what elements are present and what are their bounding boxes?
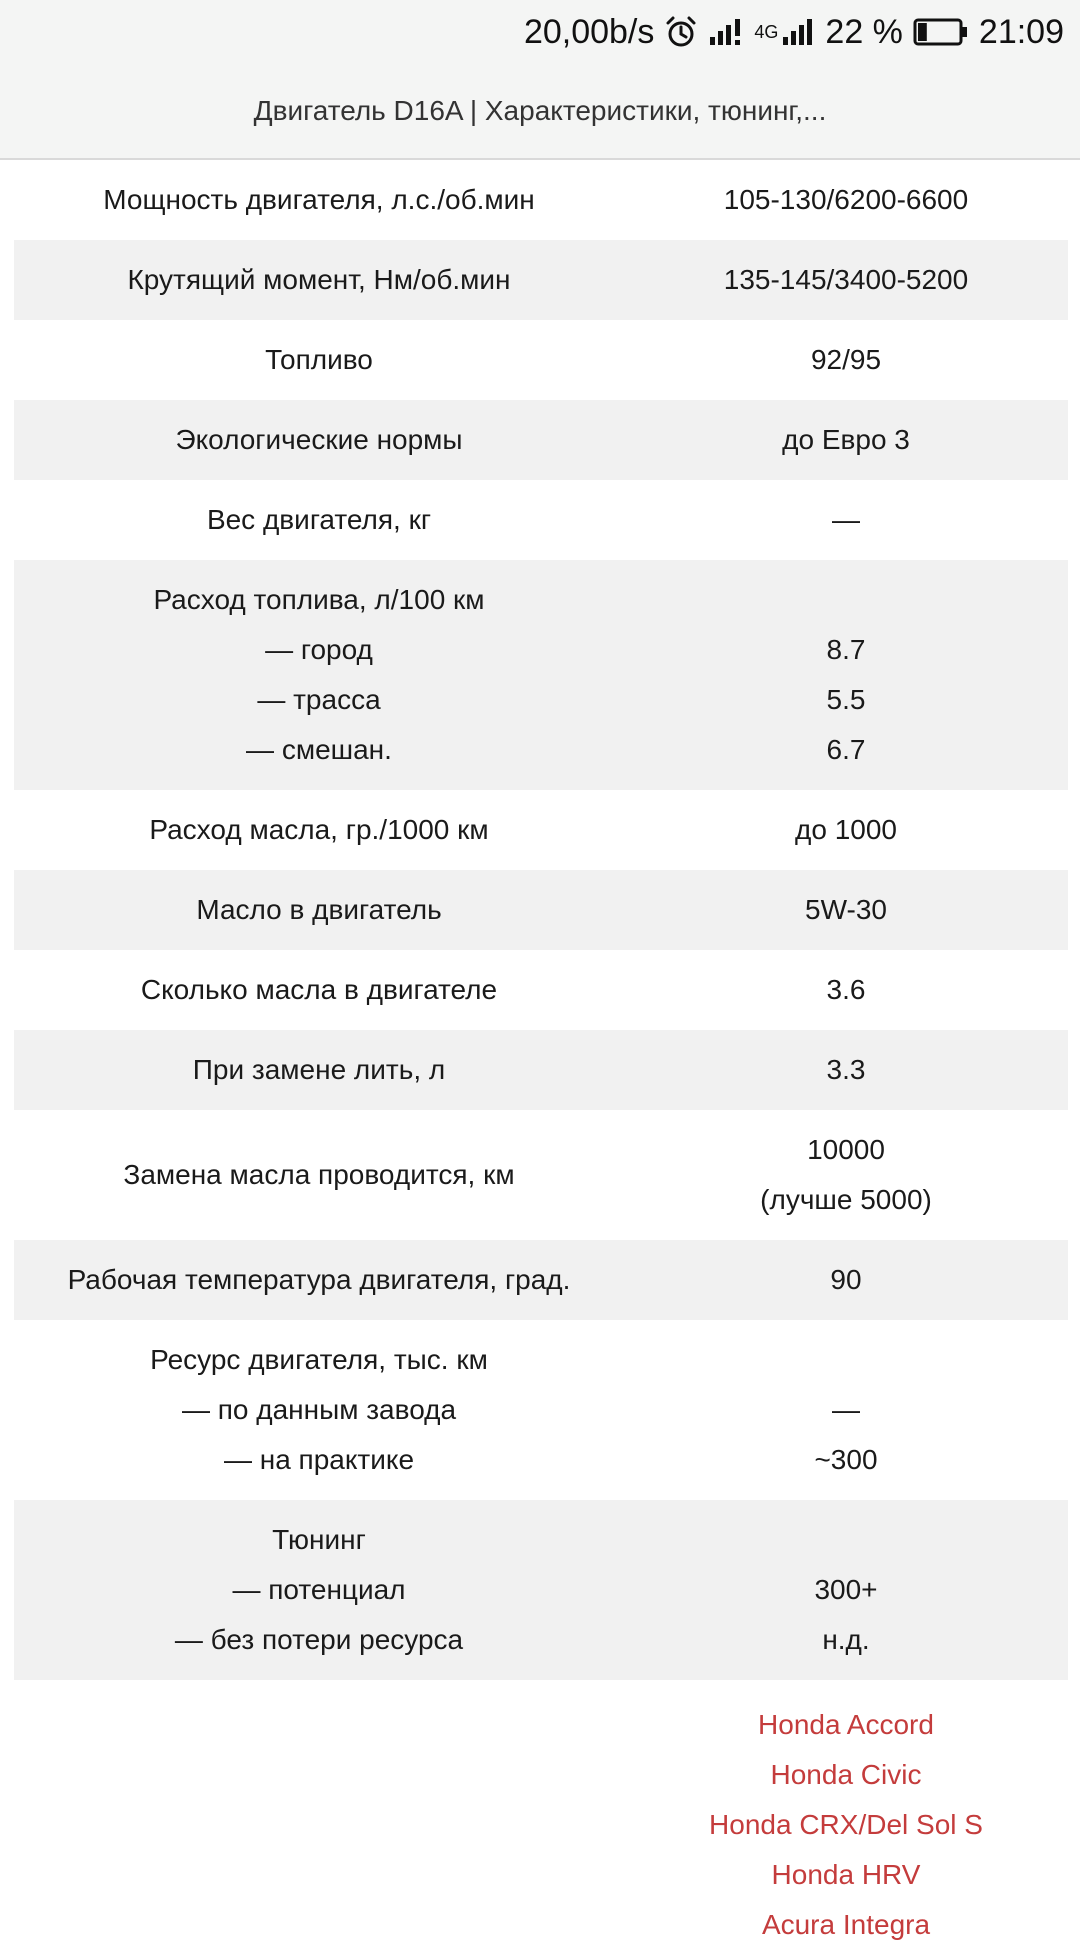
spec-value-cell — [624, 240, 1068, 320]
spec-param-cell — [14, 790, 624, 870]
spec-param-line: Масло в двигатель — [196, 894, 442, 925]
spec-param-line: — город — [265, 634, 373, 665]
model-link[interactable]: Honda CRX/Del Sol S — [709, 1809, 983, 1840]
spec-value-cell — [624, 950, 1068, 1030]
spec-param-line: Расход топлива, л/100 км — [153, 584, 485, 615]
spec-value-cell — [624, 320, 1068, 400]
spec-value-line: 6.7 — [826, 734, 866, 765]
spec-param-line: Топливо — [265, 344, 373, 375]
spec-param-line: Замена масла проводится, км — [123, 1159, 515, 1190]
spec-value-line: — — [832, 504, 860, 535]
table-row — [14, 870, 1068, 950]
table-row — [14, 480, 1068, 560]
content — [0, 160, 1080, 1950]
spec-param-cell — [14, 320, 624, 400]
spec-value-cell — [624, 1110, 1068, 1240]
spec-value-cell — [624, 160, 1068, 240]
spec-value-cell — [624, 560, 1068, 790]
spec-param-cell — [14, 870, 624, 950]
spec-param-cell — [14, 480, 624, 560]
spec-param-line: Мощность двигателя, л.с./об.мин — [103, 184, 535, 215]
table-row — [14, 1240, 1068, 1320]
spec-param-line: — без потери ресурса — [174, 1624, 464, 1655]
network-type: 4G — [754, 21, 779, 42]
spec-value-cell — [624, 1030, 1068, 1110]
table-row — [14, 160, 1068, 240]
spec-param-line: — на практике — [223, 1444, 415, 1475]
spec-value-cell — [624, 1320, 1068, 1500]
spec-param-line: Вес двигателя, кг — [206, 504, 432, 535]
spec-param-line: — по данным завода — [181, 1394, 457, 1425]
spec-param-line: Экологические нормы — [175, 424, 463, 455]
spec-param-line: При замене лить, л — [192, 1054, 446, 1085]
spec-value-cell — [624, 480, 1068, 560]
model-link[interactable]: Honda Civic — [770, 1759, 922, 1790]
signal-4g-icon — [754, 17, 815, 47]
alarm-icon — [664, 15, 698, 49]
table-row — [14, 1320, 1068, 1500]
spec-param-cell — [14, 1030, 624, 1110]
spec-value-line: 5.5 — [826, 684, 866, 715]
spec-param-cell — [14, 1240, 624, 1320]
spec-value-line: 3.3 — [826, 1054, 866, 1085]
spec-value-line: 5W-30 — [805, 894, 887, 925]
table-row — [14, 400, 1068, 480]
battery-icon — [913, 17, 969, 47]
status-bar — [0, 0, 1080, 64]
spec-param-cell — [14, 160, 624, 240]
spec-value-line: 135-145/3400-5200 — [723, 264, 969, 295]
spec-value-line: 3.6 — [826, 974, 866, 1005]
spec-param-line: Рабочая температура двигателя, град. — [67, 1264, 571, 1295]
spec-param-line: Тюнинг — [272, 1524, 366, 1555]
model-link[interactable]: Honda Accord — [758, 1709, 934, 1740]
table-row — [14, 1110, 1068, 1240]
spec-param-line: Сколько масла в двигателе — [140, 974, 498, 1005]
page-title: Двигатель D16A | Характеристики, тюнинг,... — [253, 95, 827, 126]
table-row — [14, 950, 1068, 1030]
specs-table — [14, 160, 1068, 1680]
spec-value-line: 90 — [830, 1264, 862, 1295]
spec-value-line: (лучше 5000) — [760, 1184, 932, 1215]
table-row — [14, 1030, 1068, 1110]
spec-param-cell — [14, 560, 624, 790]
spec-value-line: 300+ — [814, 1574, 878, 1605]
table-row — [14, 240, 1068, 320]
spec-value-cell — [624, 1240, 1068, 1320]
spec-value-line — [624, 1335, 1068, 1385]
spec-value-cell — [624, 1500, 1068, 1680]
model-link[interactable]: Acura Integra — [761, 1909, 931, 1940]
spec-value-line: 105-130/6200-6600 — [723, 184, 969, 215]
signal-icon — [708, 17, 744, 47]
table-row — [14, 790, 1068, 870]
spec-value-line: 92/95 — [810, 344, 882, 375]
spec-param-cell — [14, 1320, 624, 1500]
spec-value-line: 10000 — [807, 1134, 885, 1165]
spec-param-cell — [14, 400, 624, 480]
table-row — [14, 1500, 1068, 1680]
spec-param-line: Ресурс двигателя, тыс. км — [150, 1344, 488, 1375]
spec-value-line: ~300 — [814, 1444, 878, 1475]
network-speed: 20,00b/s — [523, 12, 655, 51]
spec-value-line: до 1000 — [795, 814, 897, 845]
spec-param-line: — потенциал — [232, 1574, 406, 1605]
table-row — [14, 560, 1068, 790]
page-title-bar[interactable] — [0, 64, 1080, 160]
battery-percent: 22 % — [825, 12, 903, 51]
spec-param-line: — смешан. — [246, 734, 392, 765]
models-list — [624, 1680, 1068, 1950]
spec-value-cell — [624, 790, 1068, 870]
spec-param-cell — [14, 240, 624, 320]
spec-param-line: — трасса — [257, 684, 381, 715]
clock: 21:09 — [978, 12, 1064, 51]
spec-value-line — [624, 575, 1068, 625]
spec-value-cell — [624, 400, 1068, 480]
spec-param-line: Расход масла, гр./1000 км — [149, 814, 489, 845]
spec-value-cell — [624, 870, 1068, 950]
table-row — [14, 320, 1068, 400]
spec-param-cell — [14, 1500, 624, 1680]
spec-value-line: 8.7 — [826, 634, 866, 665]
spec-value-line: н.д. — [822, 1624, 870, 1655]
spec-param-line: Крутящий момент, Нм/об.мин — [127, 264, 511, 295]
spec-value-line: — — [832, 1394, 860, 1425]
spec-param-cell — [14, 950, 624, 1030]
spec-value-line: до Евро 3 — [782, 424, 910, 455]
spec-param-cell — [14, 1110, 624, 1240]
spec-value-line — [624, 1515, 1068, 1565]
model-link[interactable]: Honda HRV — [771, 1859, 921, 1890]
